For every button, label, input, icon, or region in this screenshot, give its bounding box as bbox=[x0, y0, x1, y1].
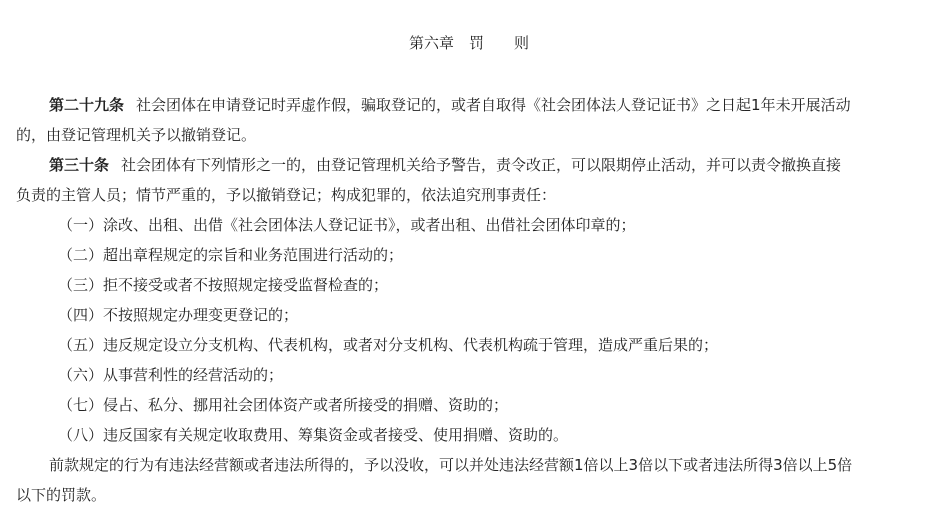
penalty-paragraph-line-2: 以下的罚款。 bbox=[16, 486, 107, 504]
list-item: （二）超出章程规定的宗旨和业务范围进行活动的； bbox=[58, 246, 404, 264]
article-30-line-1 bbox=[49, 155, 841, 175]
list-item: （一）涂改、出租、出借《社会团体法人登记证书》，或者出租、出借社会团体印章的； bbox=[58, 216, 636, 234]
article-30-line-2: 负责的主管人员；情节严重的，予以撤销登记；构成犯罪的，依法追究刑事责任： bbox=[16, 186, 557, 204]
article-29-label: 第二十九条 bbox=[49, 96, 125, 114]
chapter-title: 第六章 罚 则 bbox=[408, 34, 529, 52]
article-29-text-1: 社会团体在申请登记时弄虚作假，骗取登记的，或者自取得《社会团体法人登记证书》之日起1年未开展活动 bbox=[136, 96, 851, 114]
article-29-line-2: 的，由登记管理机关予以撤销登记。 bbox=[16, 126, 257, 144]
article-30-text-1: 社会团体有下列情形之一的，由登记管理机关给予警告，责令改正，可以限期停止活动，并可以责令撤换直接 bbox=[121, 156, 842, 174]
clipped-next-line bbox=[49, 510, 909, 518]
list-item: （六）从事营利性的经营活动的； bbox=[58, 366, 284, 384]
penalty-paragraph-line-1: 前款规定的行为有违法经营额或者违法所得的，予以没收，可以并处违法经营额1倍以上3倍以下或者违法所得3倍以上5倍 bbox=[49, 456, 853, 474]
list-item: （八）违反国家有关规定收取费用、筹集资金或者接受、使用捐赠、资助的。 bbox=[58, 426, 569, 444]
article-29-line-1 bbox=[49, 95, 851, 115]
list-item: （三）拒不接受或者不按照规定接受监督检查的； bbox=[58, 276, 389, 294]
article-30-label: 第三十条 bbox=[49, 156, 110, 174]
list-item: （四）不按照规定办理变更登记的； bbox=[58, 306, 299, 324]
list-item: （七）侵占、私分、挪用社会团体资产或者所接受的捐赠、资助的； bbox=[58, 396, 509, 414]
list-item: （五）违反规定设立分支机构、代表机构，或者对分支机构、代表机构疏于管理，造成严重后果的； bbox=[58, 336, 719, 354]
